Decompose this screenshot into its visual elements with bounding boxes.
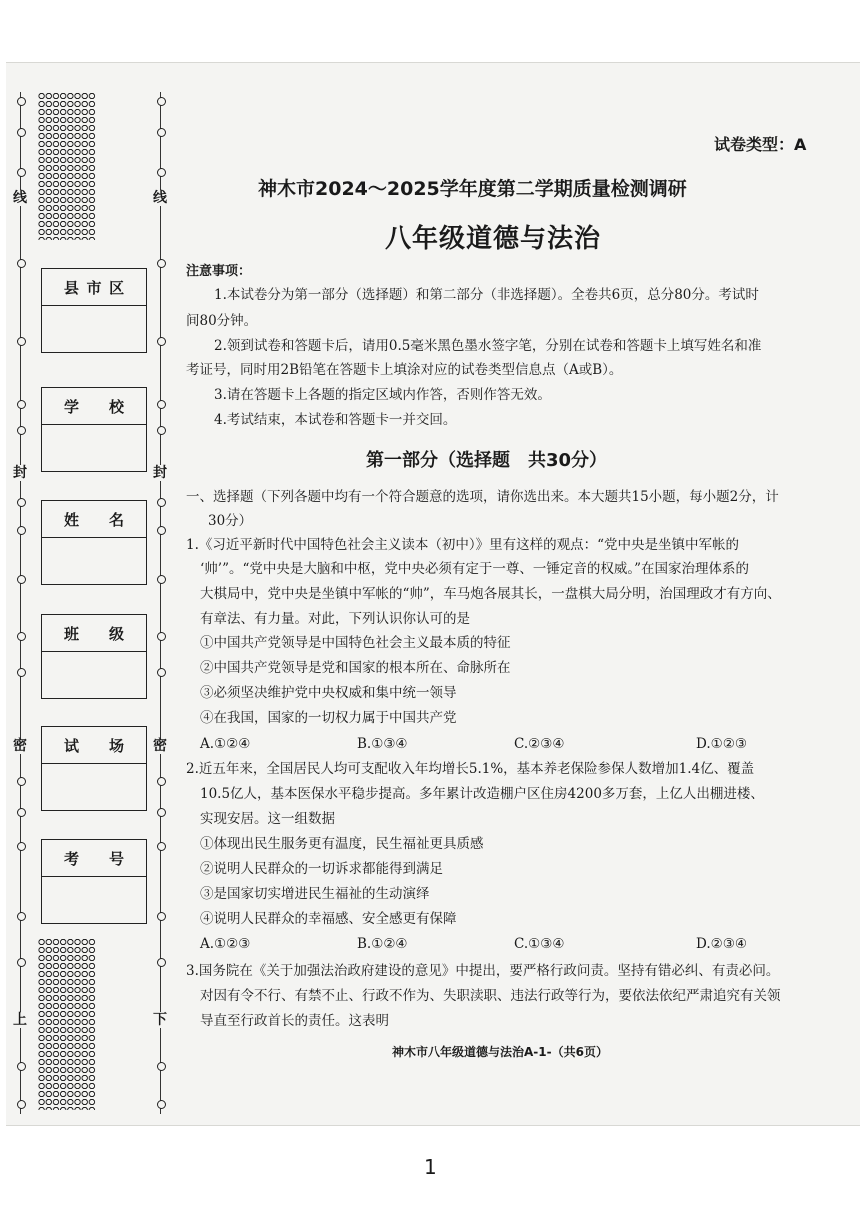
notice-line-2: 间80分钟。 (186, 313, 258, 329)
q1-option-d[interactable]: D.①②③ (696, 736, 747, 752)
exam-room-box (41, 726, 147, 811)
q2-line-3: 实现安居。这一组数据 (200, 811, 335, 827)
q2-option-b[interactable]: B.①②④ (357, 936, 408, 952)
school-box (41, 387, 147, 472)
q2-option-c[interactable]: C.①③④ (514, 936, 565, 952)
left-binding-ring (17, 632, 26, 641)
school-field[interactable] (42, 425, 146, 471)
q1-statement-1: ①中国共产党领导是中国特色社会主义最本质的特征 (200, 635, 511, 651)
q1-line-1: 1.《习近平新时代中国特色社会主义读本（初中）》里有这样的观点：“党中央是坐镇中军帐的 (186, 537, 740, 553)
school-label-2: 校 (108, 397, 124, 416)
left-binding-ring (17, 259, 26, 268)
notice-line-4: 考证号，同时用2B铅笔在答题卡上填涂对应的试卷类型信息点（A或B）。 (186, 362, 623, 378)
notice-heading: 注意事项： (186, 264, 252, 279)
q2-line-1: 2.近五年来，全国居民人均可支配收入年均增长5.1%，基本养老保险参保人数增加1.4亿、覆盖 (186, 761, 755, 777)
right-mark-2: 封 (153, 465, 167, 481)
page-footer: 神木市八年级道德与法治A-1-（共6页） (392, 1045, 608, 1059)
left-binding-ring (17, 777, 26, 786)
right-binding-ring (157, 1062, 166, 1071)
right-binding-ring (157, 526, 166, 535)
left-mark-3: 密 (13, 738, 27, 754)
right-binding-ring (157, 958, 166, 967)
right-binding-ring (157, 259, 166, 268)
q1-line-2: ‘帅’”。“党中央是大脑和中枢，党中央必须有定于一尊、一锤定音的权威。”在国家治理体系的 (200, 561, 750, 577)
county-field[interactable] (42, 306, 146, 352)
exam-title: 神木市2024～2025学年度第二学期质量检测调研 (258, 178, 687, 200)
q2-statement-1: ①体现出民生服务更有温度，民生福祉更具质感 (200, 836, 484, 852)
right-binding-ring (157, 337, 166, 346)
left-binding-ring (17, 668, 26, 677)
county-label-2: 市 (86, 278, 102, 297)
right-binding-ring (157, 426, 166, 435)
page-number: 1 (424, 1155, 437, 1179)
left-binding-ring (17, 498, 26, 507)
name-field[interactable] (42, 538, 146, 584)
q1-option-a[interactable]: A.①②④ (200, 736, 251, 752)
left-binding-ring (17, 337, 26, 346)
notice-line-1: 1.本试卷分为第一部分（选择题）和第二部分（非选择题）。全卷共6页，总分80分。考试时 (214, 287, 759, 303)
subject-title: 八年级道德与法治 (385, 224, 602, 254)
left-binding-ring (17, 958, 26, 967)
dot-pattern-bottom (38, 938, 96, 1110)
q2-option-d[interactable]: D.②③④ (696, 936, 747, 952)
right-binding-ring (157, 632, 166, 641)
q1-option-b[interactable]: B.①③④ (357, 736, 408, 752)
right-binding-ring (157, 498, 166, 507)
q2-statement-3: ③是国家切实增进民生福祉的生动演绎 (200, 886, 430, 902)
left-binding-ring (17, 526, 26, 535)
exam-room-label-1: 试 (64, 736, 80, 755)
left-mark-2: 封 (13, 465, 27, 481)
name-box (41, 500, 147, 585)
q3-line-1: 3.国务院在《关于加强法治政府建设的意见》中提出，要严格行政问责。坚持有错必纠、有责必问。 (186, 963, 780, 979)
right-binding-ring (157, 668, 166, 677)
right-binding-ring (157, 128, 166, 137)
class-label-2: 级 (108, 624, 124, 643)
exam-number-field[interactable] (42, 877, 146, 923)
q1-statement-2: ②中国共产党领导是党和国家的根本所在、命脉所在 (200, 660, 511, 676)
right-binding-ring (157, 97, 166, 106)
q1-line-4: 有章法、有力量。对此，下列认识你认可的是 (200, 611, 470, 627)
right-binding-ring (157, 808, 166, 817)
q1-option-c[interactable]: C.②③④ (514, 736, 565, 752)
left-binding-ring (17, 426, 26, 435)
county-label-3: 区 (109, 278, 125, 297)
section-line-2: 30分） (208, 513, 253, 529)
right-mark-3: 密 (153, 738, 167, 754)
exam-number-label-1: 考 (64, 849, 80, 868)
left-binding-ring (17, 1100, 26, 1109)
exam-number-box (41, 839, 147, 924)
q2-line-2: 10.5亿人，基本医保水平稳步提高。多年累计改造棚户区住房4200多万套，上亿人出棚进楼、 (200, 786, 764, 802)
left-binding-ring (17, 575, 26, 584)
right-binding-ring (157, 400, 166, 409)
q2-option-a[interactable]: A.①②③ (200, 936, 251, 952)
left-binding-ring (17, 1062, 26, 1071)
county-box (41, 268, 147, 353)
q2-statement-4: ④说明人民群众的幸福感、安全感更有保障 (200, 911, 457, 927)
q1-statement-3: ③必须坚决维护党中央权威和集中统一领导 (200, 685, 457, 701)
county-label-1: 县 (63, 278, 79, 297)
exam-room-label-2: 场 (108, 736, 124, 755)
right-mark-1: 线 (153, 190, 167, 206)
right-binding-ring (157, 575, 166, 584)
q3-line-2: 对因有令不行、有禁不止、行政不作为、失职渎职、违法行政等行为，要依法依纪严肃追究有关领 (200, 988, 781, 1004)
class-box (41, 614, 147, 699)
paper-type: 试卷类型：A (714, 135, 807, 154)
left-mark-4: 上 (13, 1012, 27, 1028)
right-binding-ring (157, 912, 166, 921)
q2-statement-2: ②说明人民群众的一切诉求都能得到满足 (200, 861, 443, 877)
school-label-1: 学 (64, 397, 80, 416)
q1-statement-4: ④在我国，国家的一切权力属于中国共产党 (200, 710, 457, 726)
left-binding-ring (17, 912, 26, 921)
right-binding-ring (157, 777, 166, 786)
class-field[interactable] (42, 652, 146, 698)
left-mark-1: 线 (13, 190, 27, 206)
right-mark-4: 下 (153, 1012, 167, 1028)
part-heading: 第一部分（选择题 共30分） (366, 450, 608, 471)
left-binding-ring (17, 842, 26, 851)
section-line-1: 一、选择题（下列各题中均有一个符合题意的选项，请你选出来。本大题共15小题，每小题2分，计 (186, 489, 779, 505)
q3-line-3: 导直至行政首长的责任。这表明 (200, 1013, 389, 1029)
right-binding-ring (157, 1100, 166, 1109)
class-label-1: 班 (64, 624, 80, 643)
q1-line-3: 大棋局中，党中央是坐镇中军帐的“帅”，车马炮各展其长，一盘棋大局分明，治国理政才有方向、 (200, 586, 781, 602)
exam-room-field[interactable] (42, 764, 146, 810)
name-label-1: 姓 (64, 510, 80, 529)
notice-line-5: 3.请在答题卡上各题的指定区域内作答，否则作答无效。 (214, 387, 551, 403)
left-binding-ring (17, 168, 26, 177)
dot-pattern-top (38, 92, 96, 240)
left-binding-ring (17, 808, 26, 817)
left-binding-ring (17, 97, 26, 106)
right-binding-ring (157, 842, 166, 851)
notice-line-3: 2.领到试卷和答题卡后，请用0.5毫米黑色墨水签字笔，分别在试卷和答题卡上填写姓名和准 (214, 338, 762, 354)
right-binding-ring (157, 168, 166, 177)
exam-number-label-2: 号 (108, 849, 124, 868)
left-binding-ring (17, 400, 26, 409)
name-label-2: 名 (108, 510, 124, 529)
notice-line-6: 4.考试结束，本试卷和答题卡一并交回。 (214, 412, 457, 428)
left-binding-ring (17, 128, 26, 137)
